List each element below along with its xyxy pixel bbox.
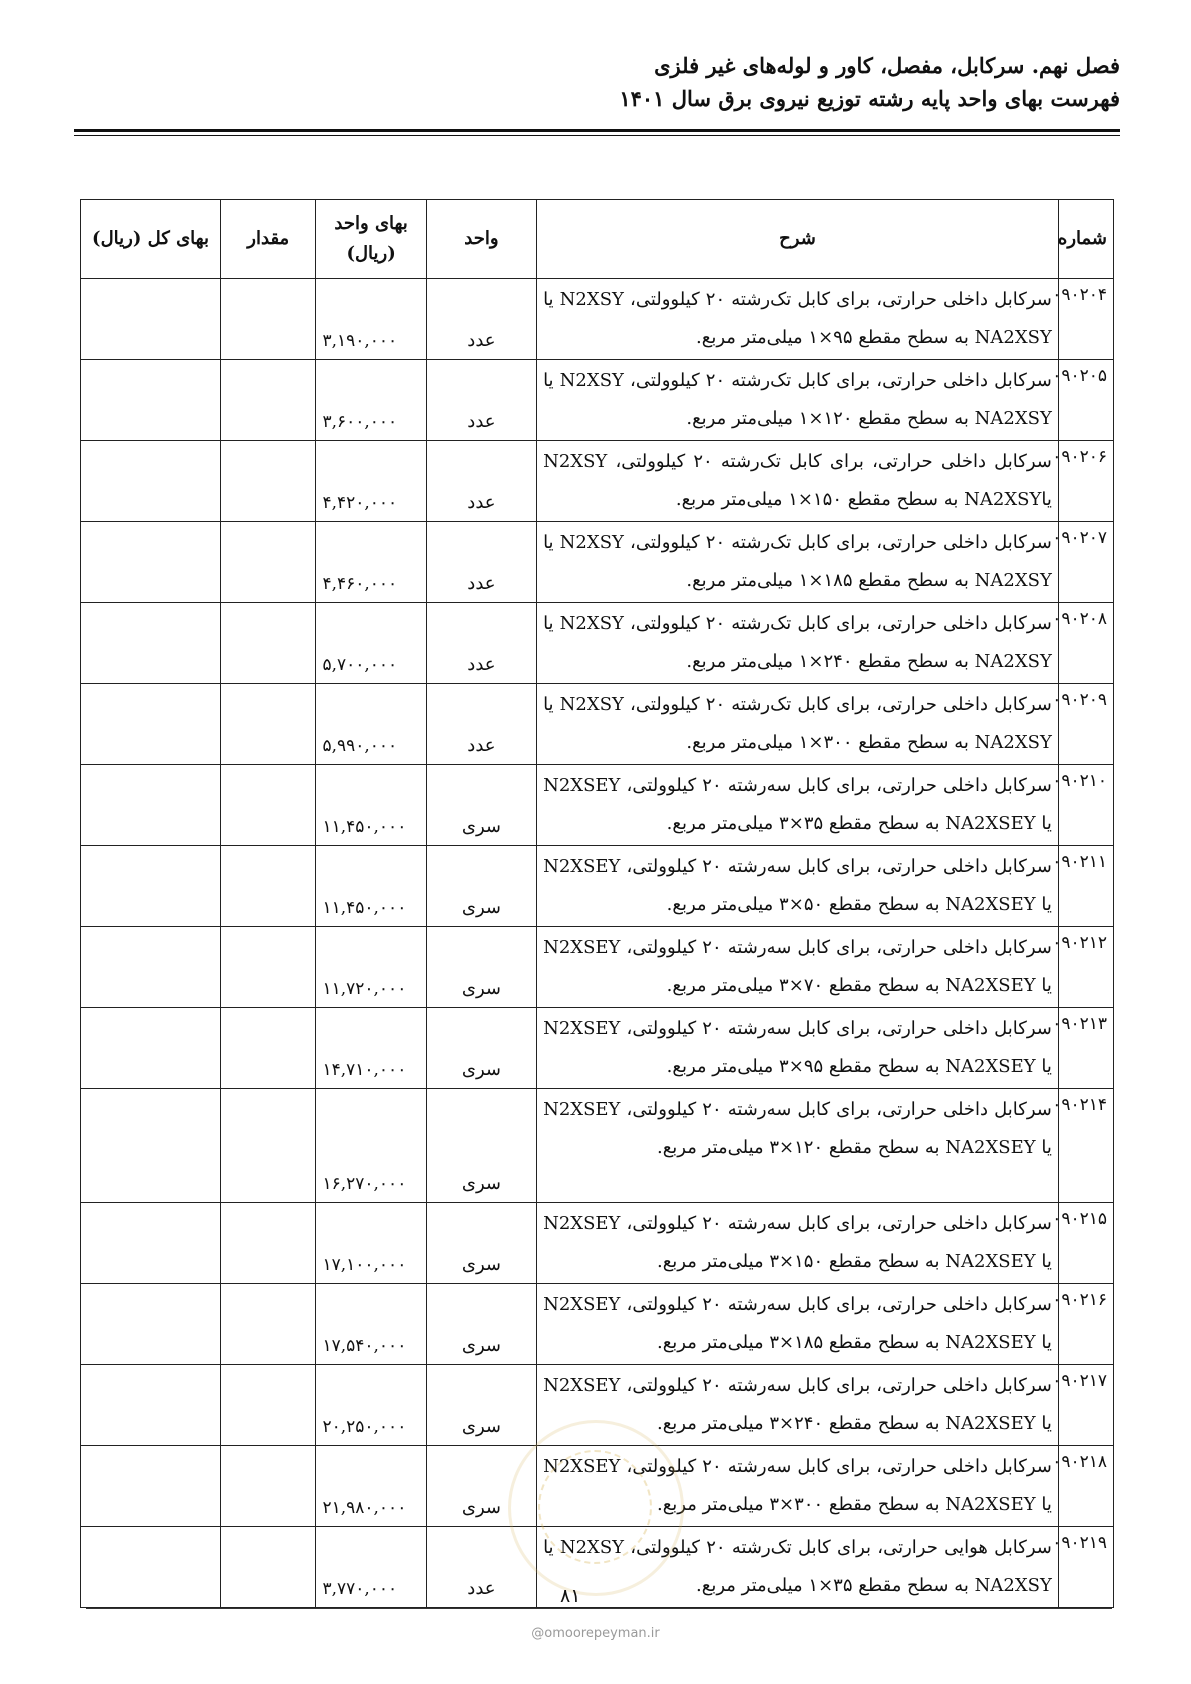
item-total-price — [81, 765, 221, 846]
unit-price-header-line2: (ریال) — [346, 243, 396, 264]
item-total-price — [81, 927, 221, 1008]
header-rule-thin — [74, 135, 1120, 136]
table-row — [81, 684, 1114, 765]
item-number: ۰۹۰۲۰۴ — [1058, 279, 1113, 360]
item-unit-price: ۱۱,۴۵۰,۰۰۰ — [316, 846, 426, 927]
item-unit-price: ۳,۷۷۰,۰۰۰ — [316, 1527, 426, 1608]
table-row — [81, 1203, 1114, 1284]
item-quantity — [221, 1527, 316, 1608]
item-quantity — [221, 1203, 316, 1284]
col-unit-header: واحد — [426, 200, 536, 279]
item-quantity — [221, 603, 316, 684]
item-quantity — [221, 846, 316, 927]
item-number: ۰۹۰۲۰۷ — [1058, 522, 1113, 603]
item-number: ۰۹۰۲۱۳ — [1058, 1008, 1113, 1089]
item-quantity — [221, 1365, 316, 1446]
item-unit: عدد — [426, 684, 536, 765]
table-row — [81, 1089, 1114, 1203]
table-row — [81, 441, 1114, 522]
item-number: ۰۹۰۲۰۶ — [1058, 441, 1113, 522]
item-unit-price: ۱۷,۵۴۰,۰۰۰ — [316, 1284, 426, 1365]
table-row — [81, 1008, 1114, 1089]
item-unit-price: ۱۱,۷۲۰,۰۰۰ — [316, 927, 426, 1008]
table-row — [81, 360, 1114, 441]
chapter-title: فصل نهم. سرکابل، مفصل، کاور و لوله‌های غیر فلزی — [654, 53, 1120, 78]
item-description: سرکابل داخلی حرارتی، برای کابل سه‌رشته ۲۰ کیلوولتی، N2XSEY یا NA2XSEY به سطح مقطع ۱۲۰×۳ میلی‌متر مربع. — [537, 1089, 1059, 1203]
price-table-container — [80, 199, 1114, 1608]
item-unit: سری — [426, 765, 536, 846]
item-description: سرکابل داخلی حرارتی، برای کابل سه‌رشته ۲۰ کیلوولتی، N2XSEY یا NA2XSEY به سطح مقطع ۳۵×۳ میلی‌متر مربع. — [537, 765, 1059, 846]
item-total-price — [81, 603, 221, 684]
table-row — [81, 522, 1114, 603]
item-quantity — [221, 279, 316, 360]
item-description: سرکابل داخلی حرارتی، برای کابل تک‌رشته ۲۰ کیلوولتی، N2XSY یا NA2XSY به سطح مقطع ۲۴۰×۱ میلی‌متر مربع. — [537, 603, 1059, 684]
item-unit-price: ۳,۶۰۰,۰۰۰ — [316, 360, 426, 441]
item-description: سرکابل داخلی حرارتی، برای کابل سه‌رشته ۲۰ کیلوولتی، N2XSEY یا NA2XSEY به سطح مقطع ۱۸۵×۳ میلی‌متر مربع. — [537, 1284, 1059, 1365]
item-unit-price: ۱۱,۴۵۰,۰۰۰ — [316, 765, 426, 846]
item-description: سرکابل داخلی حرارتی، برای کابل سه‌رشته ۲۰ کیلوولتی، N2XSEY یا NA2XSEY به سطح مقطع ۷۰×۳ میلی‌متر مربع. — [537, 927, 1059, 1008]
item-unit: عدد — [426, 1527, 536, 1608]
col-total-header: بهای کل (ریال) — [81, 200, 221, 279]
item-unit: سری — [426, 1008, 536, 1089]
item-number: ۰۹۰۲۰۹ — [1058, 684, 1113, 765]
page-number: ۸۱ — [560, 1585, 581, 1607]
table-row — [81, 1365, 1114, 1446]
item-quantity — [221, 765, 316, 846]
col-number-header: شماره — [1058, 200, 1113, 279]
item-unit-price: ۱۶,۲۷۰,۰۰۰ — [316, 1089, 426, 1203]
item-description: سرکابل هوایی حرارتی، برای کابل تک‌رشته ۲۰ کیلوولتی، N2XSY یا NA2XSY به سطح مقطع ۳۵×۱ میلی‌متر مربع. — [537, 1527, 1059, 1608]
item-total-price — [81, 279, 221, 360]
item-number: ۰۹۰۲۰۸ — [1058, 603, 1113, 684]
footer-rule — [86, 1608, 1112, 1609]
item-description: سرکابل داخلی حرارتی، برای کابل سه‌رشته ۲۰ کیلوولتی، N2XSEY یا NA2XSEY به سطح مقطع ۱۵۰×۳ میلی‌متر مربع. — [537, 1203, 1059, 1284]
item-unit: سری — [426, 1446, 536, 1527]
item-number: ۰۹۰۲۱۲ — [1058, 927, 1113, 1008]
table-row — [81, 765, 1114, 846]
item-total-price — [81, 1446, 221, 1527]
item-unit-price: ۴,۴۶۰,۰۰۰ — [316, 522, 426, 603]
item-number: ۰۹۰۲۱۷ — [1058, 1365, 1113, 1446]
item-quantity — [221, 441, 316, 522]
item-description: سرکابل داخلی حرارتی، برای کابل سه‌رشته ۲۰ کیلوولتی، N2XSEY یا NA2XSEY به سطح مقطع ۲۴۰×۳ میلی‌متر مربع. — [537, 1365, 1059, 1446]
item-description: سرکابل داخلی حرارتی، برای کابل سه‌رشته ۲۰ کیلوولتی، N2XSEY یا NA2XSEY به سطح مقطع ۹۵×۳ میلی‌متر مربع. — [537, 1008, 1059, 1089]
col-description-header: شرح — [537, 200, 1059, 279]
item-unit-price: ۲۱,۹۸۰,۰۰۰ — [316, 1446, 426, 1527]
item-number: ۰۹۰۲۱۸ — [1058, 1446, 1113, 1527]
item-total-price — [81, 1365, 221, 1446]
item-description: سرکابل داخلی حرارتی، برای کابل سه‌رشته ۲۰ کیلوولتی، N2XSEY یا NA2XSEY به سطح مقطع ۳۰۰×۳ میلی‌متر مربع. — [537, 1446, 1059, 1527]
item-unit-price: ۴,۴۲۰,۰۰۰ — [316, 441, 426, 522]
item-quantity — [221, 1284, 316, 1365]
table-row — [81, 603, 1114, 684]
item-total-price — [81, 1284, 221, 1365]
table-row — [81, 1446, 1114, 1527]
item-unit-price: ۲۰,۲۵۰,۰۰۰ — [316, 1365, 426, 1446]
item-unit: سری — [426, 1284, 536, 1365]
item-unit: عدد — [426, 360, 536, 441]
item-total-price — [81, 360, 221, 441]
item-total-price — [81, 1527, 221, 1608]
item-total-price — [81, 846, 221, 927]
item-number: ۰۹۰۲۱۵ — [1058, 1203, 1113, 1284]
table-row — [81, 927, 1114, 1008]
col-quantity-header: مقدار — [221, 200, 316, 279]
table-row — [81, 1527, 1114, 1608]
item-unit: سری — [426, 927, 536, 1008]
item-unit: عدد — [426, 279, 536, 360]
item-quantity — [221, 1446, 316, 1527]
footer-site: @omoorepeyman.ir — [531, 1626, 660, 1641]
item-unit: عدد — [426, 603, 536, 684]
item-unit-price: ۳,۱۹۰,۰۰۰ — [316, 279, 426, 360]
item-total-price — [81, 441, 221, 522]
item-total-price — [81, 684, 221, 765]
item-unit: سری — [426, 1089, 536, 1203]
col-unit-price-header — [316, 200, 426, 279]
item-quantity — [221, 927, 316, 1008]
item-description: سرکابل داخلی حرارتی، برای کابل تک‌رشته ۲۰ کیلوولتی، N2XSY یا NA2XSY به سطح مقطع ۹۵×۱ میلی‌متر مربع. — [537, 279, 1059, 360]
item-quantity — [221, 1008, 316, 1089]
item-unit: عدد — [426, 441, 536, 522]
table-header-row — [81, 200, 1114, 279]
item-unit: سری — [426, 846, 536, 927]
price-table — [80, 199, 1114, 1608]
item-total-price — [81, 522, 221, 603]
item-quantity — [221, 1089, 316, 1203]
item-total-price — [81, 1008, 221, 1089]
item-unit: سری — [426, 1365, 536, 1446]
item-number: ۰۹۰۲۱۱ — [1058, 846, 1113, 927]
unit-price-header-line1: بهای واحد — [334, 213, 408, 234]
item-quantity — [221, 684, 316, 765]
item-description: سرکابل داخلی حرارتی، برای کابل تک‌رشته ۲۰ کیلوولتی، N2XSY یاNA2XSY به سطح مقطع ۱۵۰×۱ میلی‌متر مربع. — [537, 441, 1059, 522]
item-unit: عدد — [426, 522, 536, 603]
item-description: سرکابل داخلی حرارتی، برای کابل تک‌رشته ۲۰ کیلوولتی، N2XSY یا NA2XSY به سطح مقطع ۳۰۰×۱ میلی‌متر مربع. — [537, 684, 1059, 765]
item-description: سرکابل داخلی حرارتی، برای کابل تک‌رشته ۲۰ کیلوولتی، N2XSY یا NA2XSY به سطح مقطع ۱۸۵×۱ میلی‌متر مربع. — [537, 522, 1059, 603]
item-unit-price: ۵,۷۰۰,۰۰۰ — [316, 603, 426, 684]
item-quantity — [221, 522, 316, 603]
page-header — [74, 50, 1120, 116]
item-description: سرکابل داخلی حرارتی، برای کابل تک‌رشته ۲۰ کیلوولتی، N2XSY یا NA2XSY به سطح مقطع ۱۲۰×۱ میلی‌متر مربع. — [537, 360, 1059, 441]
item-unit-price: ۵,۹۹۰,۰۰۰ — [316, 684, 426, 765]
item-unit-price: ۱۴,۷۱۰,۰۰۰ — [316, 1008, 426, 1089]
item-quantity — [221, 360, 316, 441]
table-row — [81, 1284, 1114, 1365]
table-row — [81, 279, 1114, 360]
list-title: فهرست بهای واحد پایه رشته توزیع نیروی برق سال ۱۴۰۱ — [619, 86, 1120, 111]
table-body — [81, 279, 1114, 1608]
table-row — [81, 846, 1114, 927]
item-number: ۰۹۰۲۱۶ — [1058, 1284, 1113, 1365]
item-number: ۰۹۰۲۱۹ — [1058, 1527, 1113, 1608]
item-unit: سری — [426, 1203, 536, 1284]
item-unit-price: ۱۷,۱۰۰,۰۰۰ — [316, 1203, 426, 1284]
item-number: ۰۹۰۲۱۴ — [1058, 1089, 1113, 1203]
header-rule-thick — [74, 129, 1120, 132]
item-description: سرکابل داخلی حرارتی، برای کابل سه‌رشته ۲۰ کیلوولتی، N2XSEY یا NA2XSEY به سطح مقطع ۵۰×۳ میلی‌متر مربع. — [537, 846, 1059, 927]
item-total-price — [81, 1089, 221, 1203]
item-number: ۰۹۰۲۱۰ — [1058, 765, 1113, 846]
item-number: ۰۹۰۲۰۵ — [1058, 360, 1113, 441]
item-total-price — [81, 1203, 221, 1284]
